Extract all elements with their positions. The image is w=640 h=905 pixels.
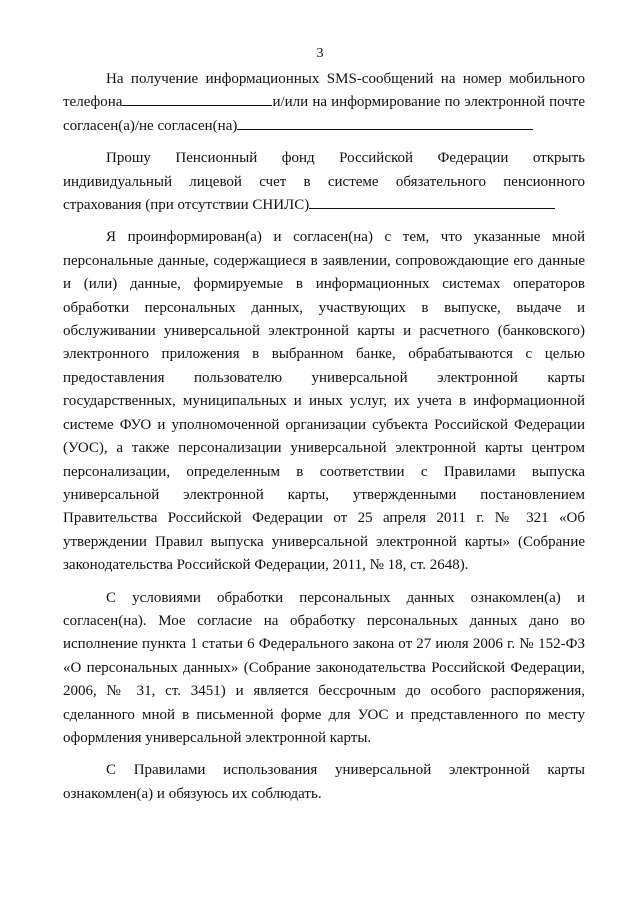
phone-number-blank — [122, 91, 272, 106]
sms-consent-text: На получение информационных SMS-сообщений на номер мобильного телефона — [63, 71, 585, 111]
sms-consent-paragraph — [63, 68, 585, 138]
pension-account-text: Прошу Пенсионный фонд Российской Федерации открыть индивидуальный лицевой счет в системе обязательного пенсионного страхования (при отсутствии СНИЛС) — [63, 150, 585, 214]
document-body — [63, 68, 585, 806]
processing-consent-paragraph: С условиями обработки персональных данных ознакомлен(а) и согласен(на). Мое согласие на обработку персональных данных дано во исполнение пункта 1 статьи 6 Федерального закона от 27 июля 2006 г. № 152-ФЗ «О персональных данных» (Собрание законодательства Российской Федерации, 2006, № 31, ст. 3451) и является бессрочным до особого распоряжения, сделанного мной в письменной форме для УОС и представленного по месту оформления универсальной электронной карты. — [63, 589, 585, 746]
page-number: 3 — [316, 46, 324, 61]
pension-account-paragraph — [63, 147, 585, 217]
snils-blank — [309, 194, 555, 209]
email-consent-text: и/или на информирование по электронной почте согласен(а)/не согласен(на) — [63, 94, 585, 134]
personal-data-paragraph: Я проинформирован(а) и согласен(на) с тем, что указанные мной персональные данные, содержащиеся в заявлении, сопровождающие его данные и (или) данные, формируемые в информационных системах операторов обработки персональных данных, участвующих в выпуске, выдаче и обслуживании универсальной электронной карты и расчетного (банковского) электронного приложения в выбранном банке, обрабатываются с целью предоставления пользователю универсальной электронной карты государственных, муниципальных и иных услуг, их учета в информационной системе ФУО и уполномоченной организации субъекта Российской Федерации (УОС), а также персонализации универсальной электронной карты центром персонализации, определенным в соответствии с Правилами выпуска универсальной электронной карты, утвержденными постановлением Правительства Российской Федерации от 25 апреля 2011 г. № 321 «Об утверждении Правил выпуска универсальной электронной карты» (Собрание законодательства Российской Федерации, 2011, № 18, ст. 2648). — [63, 229, 585, 574]
rules-acknowledgement-paragraph: С Правилами использования универсальной электронной карты ознакомлен(а) и обязуюсь их соблюдать. — [63, 762, 585, 802]
consent-choice-blank — [237, 115, 533, 130]
